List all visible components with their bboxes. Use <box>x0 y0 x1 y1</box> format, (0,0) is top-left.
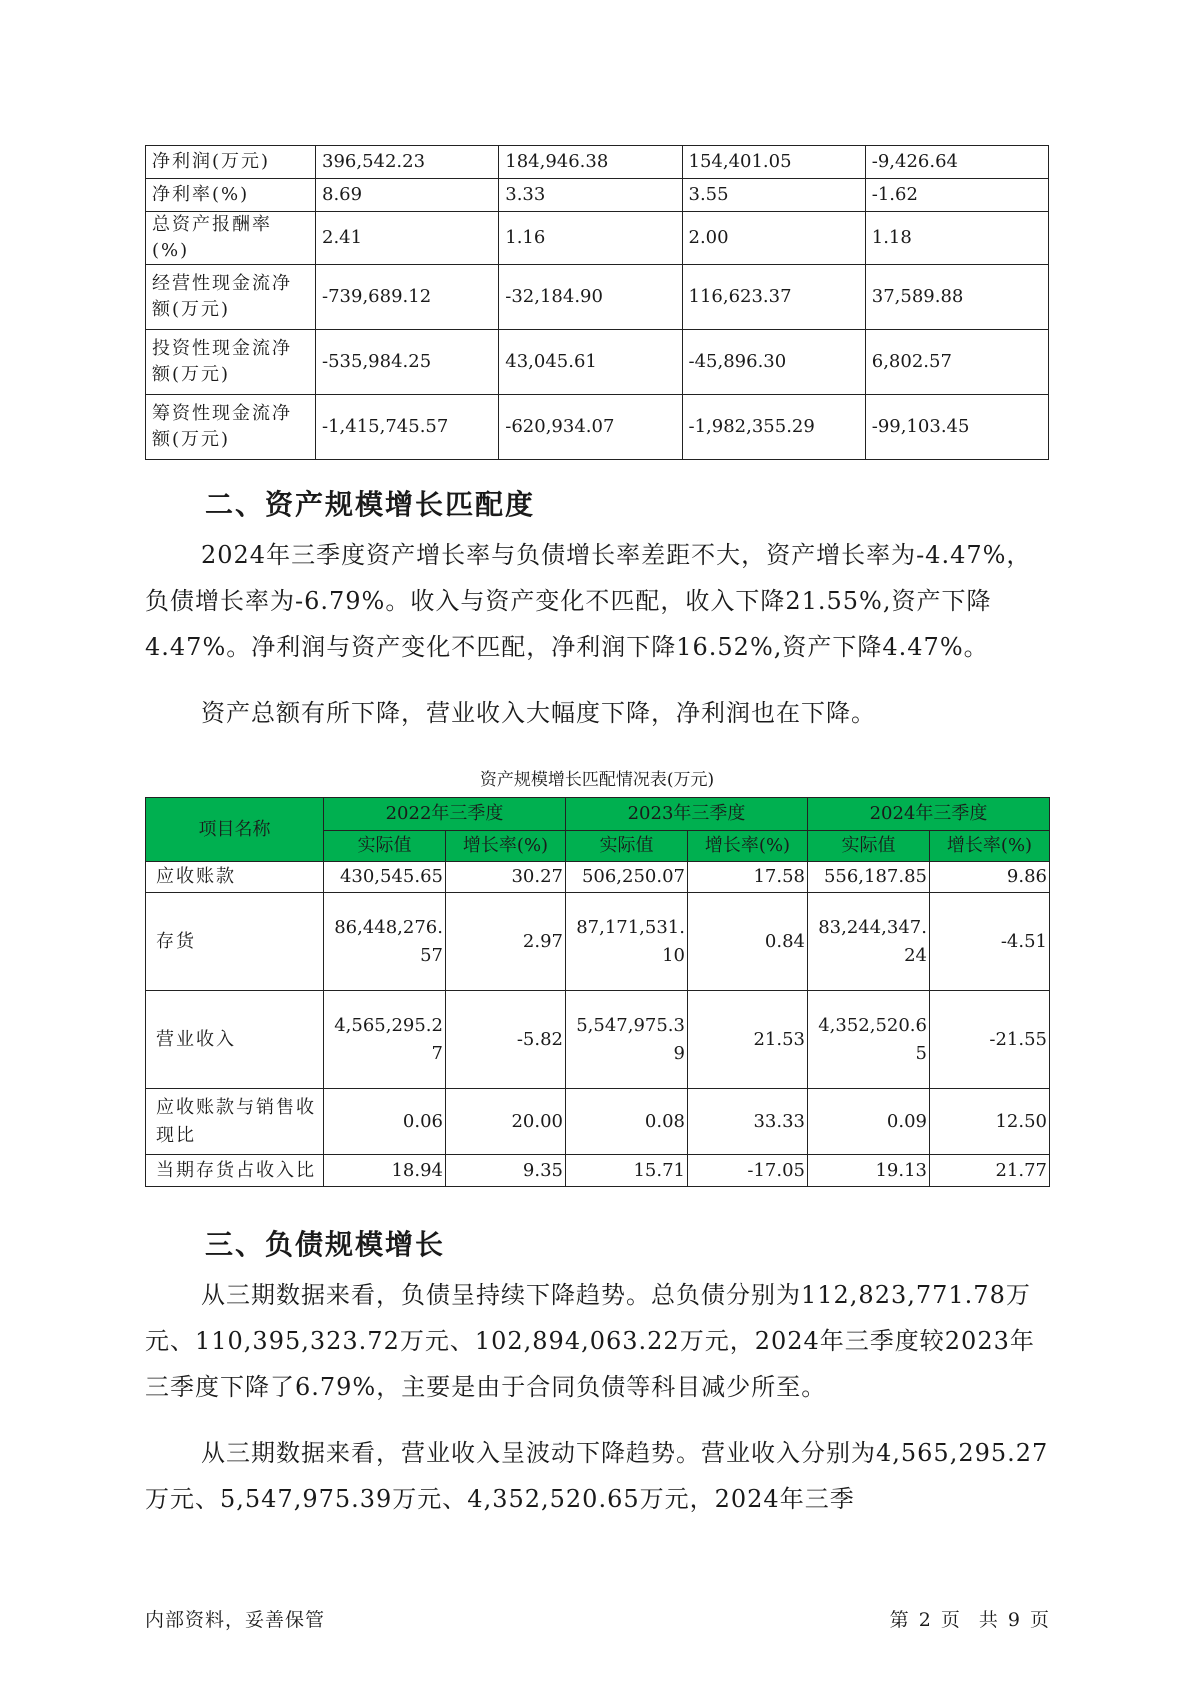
table-cell: 86,448,276.57 <box>324 893 446 991</box>
table-cell: -5.82 <box>446 991 566 1089</box>
section-heading: 二、资产规模增长匹配度 <box>205 488 536 521</box>
table-cell: 556,187.85 <box>808 862 930 893</box>
table-cell: 6,802.57 <box>865 330 1048 395</box>
table-cell: 396,542.23 <box>316 146 499 179</box>
table-cell: 15.71 <box>566 1155 688 1187</box>
table-cell: 9.35 <box>446 1155 566 1187</box>
table-caption: 资产规模增长匹配情况表(万元) <box>479 770 715 790</box>
footer-notice: 内部资料，妥善保管 <box>145 1609 326 1631</box>
table-cell: 8.69 <box>316 179 499 212</box>
paragraph: 2024年三季度资产增长率与负债增长率差距不大，资产增长率为-4.47%，负债增长率为-6.79%。收入与资产变化不匹配，收入下降21.55%,资产下降4.47%。净利润与资产变化不匹配，净利润下降16.52%,资产下降4.47%。 <box>145 541 1032 661</box>
row-label: 存货 <box>146 893 324 991</box>
table-cell: 30.27 <box>446 862 566 893</box>
table-row <box>146 395 1049 460</box>
table-cell: 17.58 <box>688 862 808 893</box>
table-cell: 2.41 <box>316 212 499 265</box>
table-row <box>146 265 1049 330</box>
table-cell: 21.77 <box>930 1155 1050 1187</box>
table-cell: 12.50 <box>930 1089 1050 1155</box>
table-cell: 3.55 <box>682 179 865 212</box>
table-cell: -17.05 <box>688 1155 808 1187</box>
paragraph: 从三期数据来看，负债呈持续下降趋势。总负债分别为112,823,771.78万元、110,395,323.72万元、102,894,063.22万元，2024年三季度较2023年三季度下降了6.79%，主要是由于合同负债等科目减少所至。 <box>145 1281 1035 1401</box>
table-cell: 33.33 <box>688 1089 808 1155</box>
row-label: 应收账款 <box>146 862 324 893</box>
table-cell: 116,623.37 <box>682 265 865 330</box>
table-row <box>146 1155 1050 1187</box>
table-cell: 2.00 <box>682 212 865 265</box>
row-label: 总资产报酬率(%) <box>146 212 316 265</box>
table-cell: 0.84 <box>688 893 808 991</box>
column-header: 2023年三季度 <box>566 798 808 831</box>
asset-scale-match-table <box>145 797 1050 1187</box>
table-row <box>146 330 1049 395</box>
financial-metrics-table <box>145 145 1049 460</box>
table-row <box>146 179 1049 212</box>
table-cell: -21.55 <box>930 991 1050 1089</box>
row-label: 经营性现金流净额(万元) <box>146 265 316 330</box>
table-cell: -1.62 <box>865 179 1048 212</box>
column-header: 增长率(%) <box>930 831 1050 862</box>
table-cell: 4,352,520.65 <box>808 991 930 1089</box>
table-cell: 9.86 <box>930 862 1050 893</box>
row-label: 营业收入 <box>146 991 324 1089</box>
column-header: 增长率(%) <box>688 831 808 862</box>
row-label: 应收账款与销售收现比 <box>146 1089 324 1155</box>
table-row <box>146 212 1049 265</box>
column-header: 实际值 <box>808 831 930 862</box>
table-cell: 43,045.61 <box>499 330 682 395</box>
table-cell: 19.13 <box>808 1155 930 1187</box>
table-cell: -739,689.12 <box>316 265 499 330</box>
table-row <box>146 991 1050 1089</box>
table-cell: 0.08 <box>566 1089 688 1155</box>
table-cell: 1.18 <box>865 212 1048 265</box>
column-header: 实际值 <box>566 831 688 862</box>
table-cell: 506,250.07 <box>566 862 688 893</box>
table-cell: 21.53 <box>688 991 808 1089</box>
table-cell: -99,103.45 <box>865 395 1048 460</box>
table-cell: 1.16 <box>499 212 682 265</box>
column-header: 2024年三季度 <box>808 798 1050 831</box>
page-number: 第 2 页 共 9 页 <box>889 1609 1049 1631</box>
column-header: 2022年三季度 <box>324 798 566 831</box>
table-cell: 5,547,975.39 <box>566 991 688 1089</box>
paragraph: 资产总额有所下降，营业收入大幅度下降，净利润也在下降。 <box>201 699 876 727</box>
table-cell: 0.06 <box>324 1089 446 1155</box>
table-cell: 87,171,531.10 <box>566 893 688 991</box>
table-cell: -1,415,745.57 <box>316 395 499 460</box>
table-row <box>146 893 1050 991</box>
table-cell: 0.09 <box>808 1089 930 1155</box>
table-cell: 18.94 <box>324 1155 446 1187</box>
table-cell: 20.00 <box>446 1089 566 1155</box>
table-cell: 184,946.38 <box>499 146 682 179</box>
table-cell: 4,565,295.27 <box>324 991 446 1089</box>
table-cell: -535,984.25 <box>316 330 499 395</box>
table-cell: -32,184.90 <box>499 265 682 330</box>
table-cell: -620,934.07 <box>499 395 682 460</box>
table-header-row <box>146 798 1050 831</box>
column-header: 项目名称 <box>146 798 324 862</box>
table-cell: 37,589.88 <box>865 265 1048 330</box>
table-cell: -9,426.64 <box>865 146 1048 179</box>
column-header: 实际值 <box>324 831 446 862</box>
row-label: 净利率(%) <box>146 179 316 212</box>
table-cell: -4.51 <box>930 893 1050 991</box>
table-row <box>146 1089 1050 1155</box>
table-cell: 3.33 <box>499 179 682 212</box>
row-label: 净利润(万元) <box>146 146 316 179</box>
table-cell: 2.97 <box>446 893 566 991</box>
table-cell: 430,545.65 <box>324 862 446 893</box>
section-heading: 三、负债规模增长 <box>205 1228 446 1261</box>
table-cell: -45,896.30 <box>682 330 865 395</box>
row-label: 投资性现金流净额(万元) <box>146 330 316 395</box>
table-cell: 154,401.05 <box>682 146 865 179</box>
table-row <box>146 862 1050 893</box>
row-label: 筹资性现金流净额(万元) <box>146 395 316 460</box>
row-label: 当期存货占收入比 <box>146 1155 324 1187</box>
table-row <box>146 146 1049 179</box>
table-cell: 83,244,347.24 <box>808 893 930 991</box>
paragraph: 从三期数据来看，营业收入呈波动下降趋势。营业收入分别为4,565,295.27万元、5,547,975.39万元、4,352,520.65万元，2024年三季 <box>145 1439 1049 1513</box>
table-cell: -1,982,355.29 <box>682 395 865 460</box>
column-header: 增长率(%) <box>446 831 566 862</box>
